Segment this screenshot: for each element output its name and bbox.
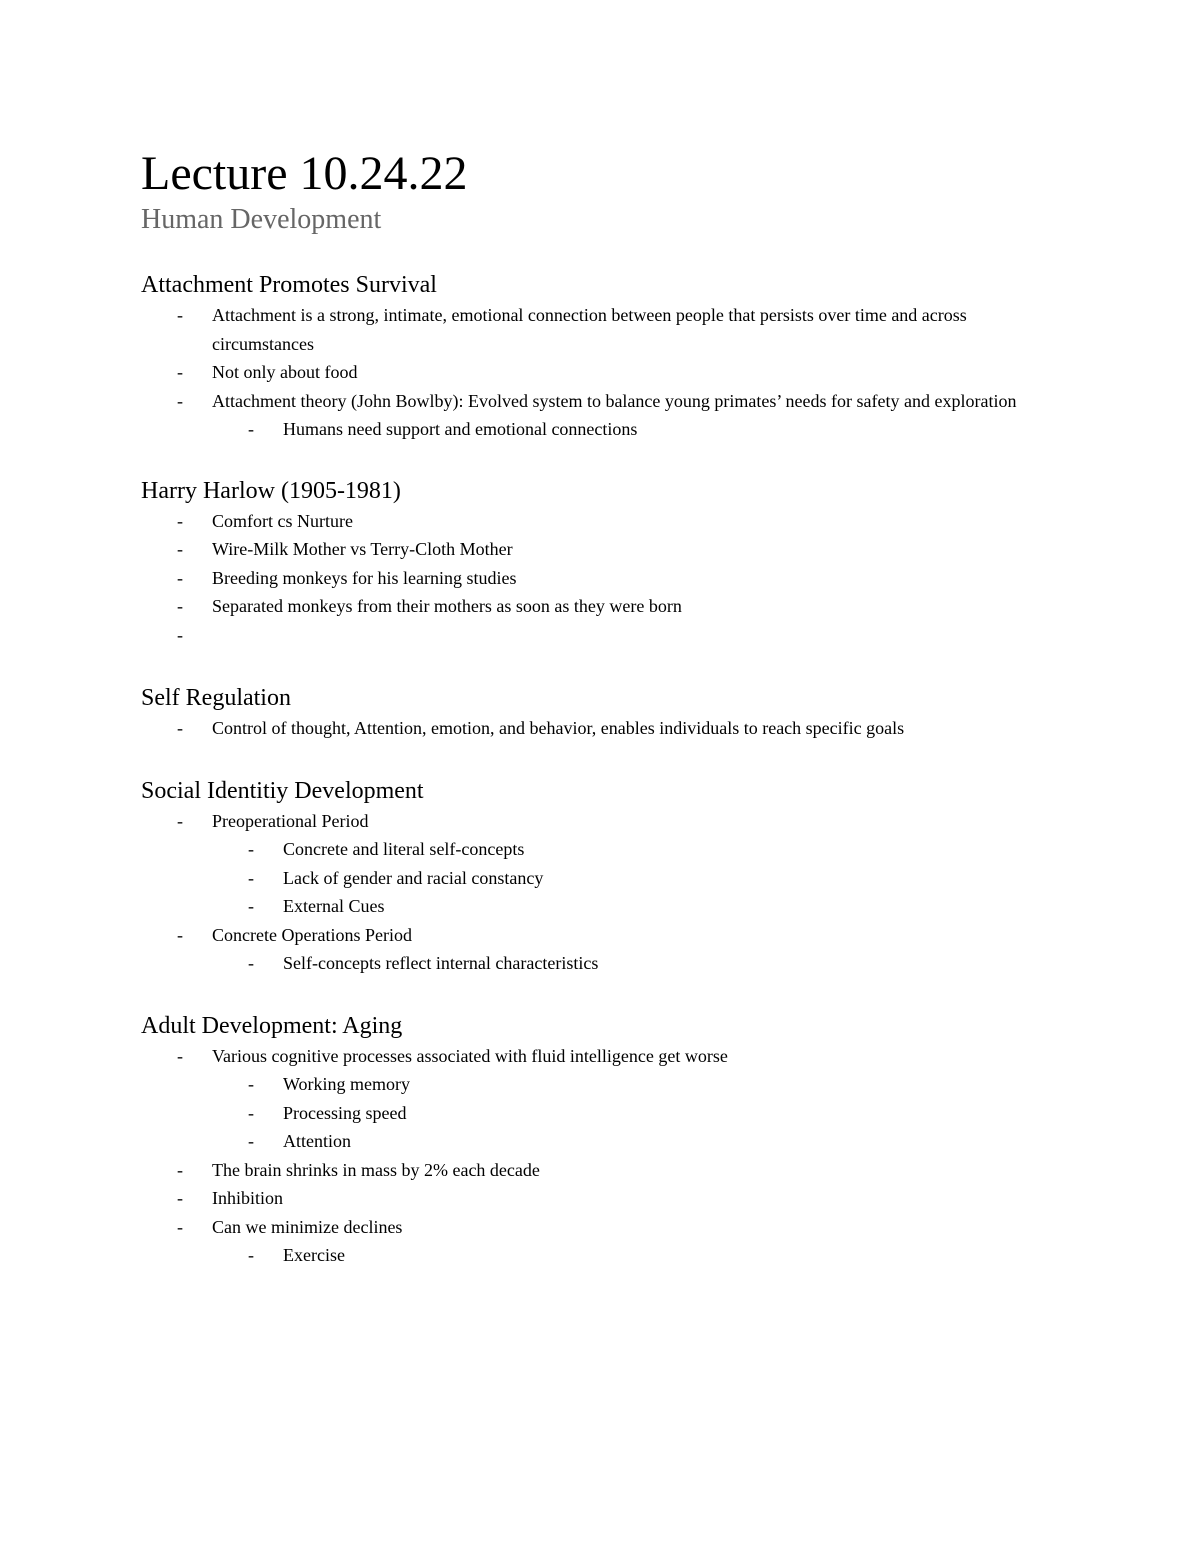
bullet-dash: - (177, 624, 183, 645)
list-item (141, 1127, 1071, 1156)
list-item (141, 621, 1071, 650)
bullet-dash: - (248, 1245, 254, 1265)
bullet-dash: - (177, 1045, 183, 1066)
bullet-list (141, 807, 1071, 978)
bullet-dash: - (177, 567, 183, 588)
section-heading: Harry Harlow (1905-1981) (141, 477, 401, 504)
bullet-dash: - (177, 362, 183, 382)
section-adult-development (141, 1010, 1071, 1270)
list-item (141, 535, 1071, 564)
list-item-text: Inhibition (212, 1188, 283, 1208)
document-subtitle: Human Development (141, 204, 382, 235)
bullet-dash: - (177, 1188, 183, 1208)
list-item-text: Wire-Milk Mother vs Terry-Cloth Mother (212, 539, 513, 559)
bullet-dash: - (177, 1216, 183, 1237)
list-item (141, 1213, 1071, 1242)
list-item-text: Concrete Operations Period (212, 924, 412, 945)
bullet-dash: - (248, 1074, 254, 1094)
list-item (141, 415, 1071, 444)
section-social-identity (141, 775, 1071, 978)
list-item-text: Breeding monkeys for his learning studies (212, 567, 517, 588)
bullet-list (141, 1042, 1071, 1270)
list-item-text: Comfort cs Nurture (212, 510, 353, 531)
list-item (141, 1099, 1071, 1128)
list-item-text: The brain shrinks in mass by 2% each decade (212, 1159, 540, 1180)
document-page (141, 145, 1071, 1270)
list-item (141, 1184, 1071, 1213)
document-title: Lecture 10.24.22 (141, 147, 468, 200)
bullet-dash: - (248, 867, 254, 888)
section-heading: Attachment Promotes Survival (141, 272, 437, 298)
list-item-text: Separated monkeys from their mothers as soon as they were born (212, 596, 682, 616)
bullet-list (141, 507, 1071, 650)
bullet-dash: - (177, 305, 183, 325)
bullet-list (141, 301, 1071, 444)
list-item (141, 921, 1071, 950)
section-heading: Self Regulation (141, 685, 291, 711)
list-item (141, 301, 1071, 358)
list-item-text: Processing speed (283, 1102, 407, 1123)
list-item-text: Various cognitive processes associated with fluid intelligence get worse (212, 1045, 728, 1066)
list-item-text: Not only about food (212, 362, 358, 382)
section-heading: Adult Development: Aging (141, 1012, 403, 1039)
bullet-dash: - (177, 596, 183, 616)
list-item (141, 864, 1071, 893)
bullet-dash: - (177, 1159, 183, 1180)
list-item-text: Attachment is a strong, intimate, emotional connection between people that persists over time and across circumstances (212, 305, 967, 354)
bullet-dash: - (248, 839, 254, 859)
list-item (141, 949, 1071, 978)
list-item (141, 1156, 1071, 1185)
list-item-text: Control of thought, Attention, emotion, and behavior, enables individuals to reach specific goals (212, 718, 905, 738)
list-item-text: Working memory (283, 1074, 411, 1094)
list-item-text: Can we minimize declines (212, 1216, 403, 1237)
list-item-text: Lack of gender and racial constancy (283, 867, 544, 888)
list-item (141, 358, 1071, 387)
list-item-text: Attachment theory (John Bowlby): Evolved system to balance young primates’ needs for safety and exploration (212, 390, 1017, 411)
list-item (141, 1241, 1071, 1270)
list-item-text: Concrete and literal self-concepts (283, 839, 525, 859)
section-harlow (141, 475, 1071, 650)
section-self-regulation (141, 682, 1071, 743)
list-item (141, 892, 1071, 921)
list-item (141, 564, 1071, 593)
bullet-dash: - (248, 1131, 254, 1151)
list-item-text: Attention (283, 1131, 351, 1151)
list-item-text: Preoperational Period (212, 810, 369, 831)
bullet-dash: - (248, 953, 254, 973)
section-attachment (141, 269, 1071, 444)
bullet-dash: - (177, 718, 183, 738)
list-item (141, 835, 1071, 864)
list-item-text: External Cues (283, 896, 385, 916)
bullet-dash: - (177, 924, 183, 945)
list-item (141, 807, 1071, 836)
bullet-dash: - (177, 510, 183, 531)
list-item-text: Exercise (283, 1245, 345, 1265)
bullet-dash: - (248, 419, 254, 439)
list-item (141, 507, 1071, 536)
bullet-dash: - (177, 539, 183, 559)
bullet-dash: - (248, 1102, 254, 1123)
section-heading: Social Identitiy Development (141, 777, 424, 804)
list-item-text: Humans need support and emotional connections (283, 419, 638, 439)
list-item (141, 1070, 1071, 1099)
list-item-text: Self-concepts reflect internal characteristics (283, 953, 599, 973)
bullet-dash: - (248, 896, 254, 916)
list-item (141, 387, 1071, 416)
bullet-dash: - (177, 390, 183, 411)
bullet-dash: - (177, 810, 183, 831)
list-item (141, 714, 1071, 743)
bullet-list (141, 714, 1071, 743)
list-item (141, 592, 1071, 621)
list-item (141, 1042, 1071, 1071)
